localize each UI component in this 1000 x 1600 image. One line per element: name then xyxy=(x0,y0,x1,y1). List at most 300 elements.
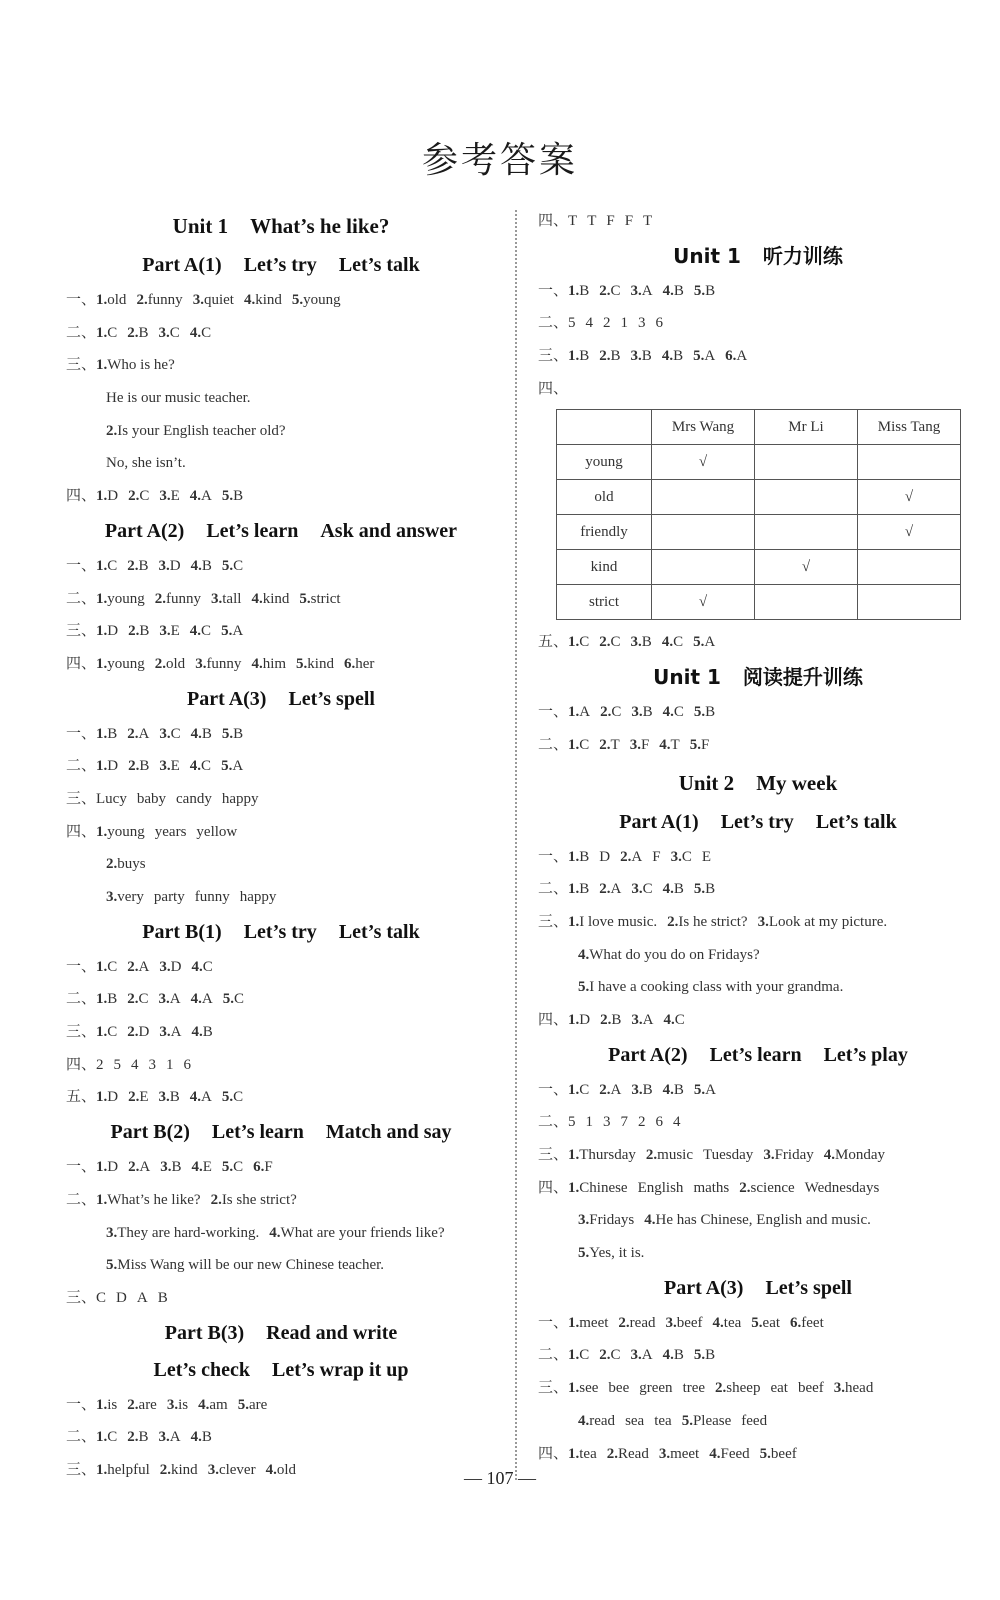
heading-part: Let’s try xyxy=(243,254,317,276)
heading-part: Let’s learn xyxy=(709,1043,802,1066)
answer-text: old xyxy=(107,292,127,308)
answer-text: E xyxy=(139,1089,149,1106)
answer-text: A xyxy=(704,634,716,651)
answer-row xyxy=(538,373,978,406)
item-number: 3. xyxy=(159,725,171,742)
question-number: 二、 xyxy=(66,1191,97,1208)
item-number: 3. xyxy=(158,1429,170,1446)
item-number: 3. xyxy=(166,1396,179,1413)
item-number: 5. xyxy=(689,736,701,753)
answer-row xyxy=(66,1184,496,1217)
item-number: 6. xyxy=(725,348,737,365)
answer-text: 4 xyxy=(131,1056,139,1073)
check-cell xyxy=(858,585,961,620)
answer-text: A xyxy=(641,1347,653,1364)
answer-text: C xyxy=(610,1347,621,1364)
heading-part: 阅读提升训练 xyxy=(742,665,863,690)
answer-text: tea xyxy=(723,1314,742,1331)
answer-row xyxy=(66,1389,496,1422)
item-number: 5. xyxy=(578,979,590,996)
item-number: 4. xyxy=(251,655,263,672)
heading-part: Let’s try xyxy=(720,810,794,833)
item-number: 4. xyxy=(823,1147,835,1163)
answer-text: T xyxy=(568,213,578,229)
answer-text: A xyxy=(139,1159,151,1176)
item-number: 1. xyxy=(568,848,580,865)
item-number: 1. xyxy=(568,1380,580,1397)
answer-text: What do you do on Fridays? xyxy=(589,946,760,963)
check-cell: √ xyxy=(755,550,858,585)
answer-text: F xyxy=(700,736,710,753)
answer-row xyxy=(538,1204,978,1237)
answer-row xyxy=(538,1339,978,1372)
answer-text: beef xyxy=(676,1314,703,1331)
heading-part: Let’s try xyxy=(243,920,317,943)
heading-part: Part A(1) xyxy=(142,254,222,276)
answer-text: read xyxy=(629,1314,656,1331)
item-number: 2. xyxy=(127,725,139,742)
answer-text: A xyxy=(169,1429,181,1446)
answer-text: C xyxy=(673,704,684,721)
item-number: 1. xyxy=(96,1461,108,1478)
answer-row xyxy=(538,906,978,939)
item-number: 2. xyxy=(645,1147,658,1163)
answer-text: him xyxy=(262,655,287,672)
answer-text: are xyxy=(248,1396,268,1413)
question-number: 三、 xyxy=(66,623,97,640)
answer-text: 2 xyxy=(638,1114,646,1131)
answer-text: young xyxy=(107,823,145,840)
answer-text: 6 xyxy=(655,1114,664,1131)
answer-text: B xyxy=(201,557,212,574)
check-cell: √ xyxy=(652,585,755,620)
item-number: 4. xyxy=(190,557,202,574)
answer-text: 5 xyxy=(568,315,576,332)
item-number: 4. xyxy=(243,292,256,308)
trait-label: strict xyxy=(557,585,652,620)
answer-text: Miss Wang will be our new Chinese teacher. xyxy=(117,1257,385,1274)
page-number: — 107 — xyxy=(464,1468,536,1488)
answer-text: C xyxy=(170,725,181,742)
heading-part: Let’s talk xyxy=(338,254,420,276)
answer-row xyxy=(538,939,978,972)
answer-text: F xyxy=(652,848,661,865)
answer-row xyxy=(66,783,496,816)
answer-row xyxy=(66,415,496,448)
answer-text: A xyxy=(136,1289,148,1306)
answer-row xyxy=(66,349,496,382)
answer-text: D xyxy=(599,848,611,865)
answer-text: 3 xyxy=(638,315,646,332)
item-number: 2. xyxy=(106,856,118,873)
question-number: 三、 xyxy=(66,357,97,374)
answer-text: B xyxy=(157,1289,168,1306)
answer-text: Is he strict? xyxy=(678,913,748,930)
item-number: 4. xyxy=(191,1024,203,1041)
answer-row xyxy=(538,1172,978,1205)
item-number: 5. xyxy=(693,634,705,651)
item-number: 2. xyxy=(128,758,140,775)
answer-row xyxy=(66,983,496,1016)
answer-text: tree xyxy=(682,1380,706,1397)
item-number: 2. xyxy=(599,881,611,898)
answer-row xyxy=(538,307,978,340)
answer-text: A xyxy=(641,282,653,299)
answer-text: B xyxy=(139,623,150,640)
answer-text: B xyxy=(201,725,212,742)
answer-text: A xyxy=(169,991,181,1008)
question-number: 一、 xyxy=(538,1081,569,1098)
heading-part: Let’s check xyxy=(153,1358,250,1381)
question-number: 三、 xyxy=(538,348,569,365)
check-cell xyxy=(652,515,755,550)
answer-text: see xyxy=(579,1380,599,1397)
heading-part: Let’s learn xyxy=(211,1121,304,1144)
question-number: 四、 xyxy=(538,213,569,229)
answer-text: C xyxy=(579,634,590,651)
item-number: 4. xyxy=(659,736,671,753)
answer-text: sea xyxy=(625,1412,645,1429)
item-number: 1. xyxy=(96,1396,108,1413)
item-number: 5. xyxy=(221,1159,234,1176)
answer-text: D xyxy=(138,1024,150,1041)
item-number: 2. xyxy=(599,736,611,753)
item-number: 1. xyxy=(96,324,108,341)
answer-text: B xyxy=(610,348,621,365)
item-number: 5. xyxy=(221,623,233,640)
answer-text: happy xyxy=(239,889,277,905)
question-number: 一、 xyxy=(538,1314,569,1331)
item-number: 5. xyxy=(578,1245,590,1262)
question-number: 三、 xyxy=(538,1380,569,1397)
item-number: 3. xyxy=(195,655,207,672)
answer-text: maths xyxy=(693,1179,730,1196)
question-number: 二、 xyxy=(538,315,569,332)
answer-text: E xyxy=(170,758,180,775)
answer-text: 2 xyxy=(603,315,611,332)
item-number: 6. xyxy=(253,1159,265,1176)
answer-text: music xyxy=(657,1147,694,1163)
trait-label: old xyxy=(557,480,652,515)
answer-text: Please xyxy=(692,1412,732,1429)
answer-text: B xyxy=(169,1089,180,1106)
answer-row xyxy=(66,1081,496,1114)
answer-text: 5 xyxy=(568,1114,576,1131)
answer-text: eat xyxy=(762,1314,781,1331)
answer-row xyxy=(66,648,496,681)
item-number: 5. xyxy=(693,704,706,721)
table-header-cell: Miss Tang xyxy=(858,410,961,445)
answer-text: head xyxy=(845,1380,874,1397)
heading-part: Part A(3) xyxy=(187,687,267,710)
item-number: 3. xyxy=(631,881,643,898)
item-number: 5. xyxy=(693,282,706,299)
item-number: 4. xyxy=(251,590,263,607)
item-number: 5. xyxy=(693,348,705,365)
item-number: 1. xyxy=(96,655,108,672)
answer-text: E xyxy=(202,1159,212,1176)
item-number: 5. xyxy=(681,1412,693,1429)
check-cell: √ xyxy=(858,515,961,550)
item-number: 5. xyxy=(106,1257,118,1274)
answer-text: They are hard-working. xyxy=(117,1224,260,1241)
section-heading xyxy=(66,1352,496,1389)
answer-text: B xyxy=(705,1347,716,1364)
answer-row xyxy=(538,340,978,373)
item-number: 3. xyxy=(106,889,118,905)
answer-text: Chinese xyxy=(579,1179,628,1196)
item-number: 4. xyxy=(709,1445,721,1462)
item-number: 2. xyxy=(618,1314,630,1331)
answer-text: C xyxy=(610,282,621,299)
answer-text: B xyxy=(641,634,652,651)
answer-text: party xyxy=(153,889,185,905)
answer-text: C xyxy=(107,1429,118,1446)
answer-text: tea xyxy=(579,1445,597,1462)
item-number: 2. xyxy=(600,1011,612,1028)
item-number: 1. xyxy=(96,557,108,574)
section-heading xyxy=(538,238,978,275)
item-number: 6. xyxy=(343,655,356,672)
trait-label: young xyxy=(557,445,652,480)
section-heading xyxy=(538,804,978,841)
answer-row xyxy=(538,1106,978,1139)
item-number: 5. xyxy=(221,725,234,742)
item-number: 1. xyxy=(96,1191,108,1208)
answer-text: B xyxy=(579,282,590,299)
check-cell xyxy=(755,585,858,620)
question-number: 三、 xyxy=(66,1024,97,1041)
check-cell xyxy=(755,445,858,480)
question-number: 一、 xyxy=(66,1396,97,1413)
item-number: 4. xyxy=(661,634,674,651)
item-number: 4. xyxy=(191,1159,203,1176)
item-number: 1. xyxy=(96,725,108,742)
answer-text: 6 xyxy=(183,1056,192,1073)
answer-text: B xyxy=(579,348,590,365)
section-heading xyxy=(538,762,978,804)
answer-row xyxy=(66,1282,496,1315)
answer-row xyxy=(66,583,496,616)
answer-text: D xyxy=(579,1011,591,1028)
item-number: 2. xyxy=(154,590,167,607)
answer-text: B xyxy=(201,1429,212,1446)
answer-row xyxy=(66,1217,496,1250)
answer-text: am xyxy=(209,1396,228,1413)
answer-row xyxy=(66,951,496,984)
heading-part: Part A(2) xyxy=(608,1043,688,1066)
answer-text: D xyxy=(107,1159,119,1176)
item-number: 1. xyxy=(568,634,580,651)
item-number: 1. xyxy=(568,913,580,930)
item-number: 1. xyxy=(568,348,580,365)
question-number: 二、 xyxy=(66,1429,97,1446)
answer-text: buys xyxy=(117,856,146,873)
item-number: 5. xyxy=(221,488,234,505)
item-number: 4. xyxy=(644,1212,656,1229)
answer-text: D xyxy=(170,958,182,975)
answer-row xyxy=(66,816,496,849)
answer-text: Wednesdays xyxy=(804,1179,880,1196)
answer-text: B xyxy=(611,1011,622,1028)
item-number: 3. xyxy=(192,292,204,308)
check-cell xyxy=(858,550,961,585)
item-number: 2. xyxy=(128,488,140,505)
answer-text: old xyxy=(276,1461,296,1478)
answer-text: C xyxy=(139,488,150,505)
trait-label: friendly xyxy=(557,515,652,550)
heading-part: Let’s learn xyxy=(206,519,299,542)
answer-text: T xyxy=(670,736,680,753)
section-heading xyxy=(66,205,496,247)
answer-text: I have a cooking class with your grandma. xyxy=(589,979,844,996)
answer-text: strict xyxy=(310,590,341,607)
item-number: 1. xyxy=(96,823,108,840)
answer-row xyxy=(538,1074,978,1107)
question-number: 三、 xyxy=(538,913,569,930)
answer-text: 3 xyxy=(603,1114,611,1131)
answer-text: T xyxy=(643,213,653,229)
answer-text: C xyxy=(673,634,684,651)
question-number: 一、 xyxy=(538,282,569,299)
question-number: 二、 xyxy=(538,1347,569,1364)
answer-row xyxy=(66,881,496,914)
section-heading xyxy=(66,1114,496,1151)
answer-text: B xyxy=(641,348,652,365)
answer-text: sheep xyxy=(726,1380,761,1397)
answer-text: C xyxy=(579,1347,590,1364)
question-number: 一、 xyxy=(538,704,569,721)
question-number: 三、 xyxy=(66,1289,97,1306)
answer-row xyxy=(66,1421,496,1454)
item-number: 1. xyxy=(96,758,108,775)
answer-row xyxy=(538,1372,978,1405)
answer-text: is xyxy=(107,1396,118,1413)
heading-part: Unit 1 xyxy=(653,665,721,690)
answer-text: C xyxy=(202,958,213,975)
answer-text: T xyxy=(587,213,597,229)
answer-text: B xyxy=(579,848,590,865)
check-cell xyxy=(652,550,755,585)
answer-text: funny xyxy=(166,590,202,607)
item-number: 5. xyxy=(221,1089,234,1106)
answer-text: B xyxy=(642,1081,653,1098)
item-number: 2. xyxy=(599,1081,611,1098)
item-number: 1. xyxy=(96,590,108,607)
item-number: 2. xyxy=(127,958,139,975)
answer-text: What’s he like? xyxy=(107,1191,201,1208)
answer-row xyxy=(538,275,978,308)
heading-part: Part B(3) xyxy=(164,1321,245,1344)
item-number: 1. xyxy=(568,1314,580,1331)
heading-part: Unit 1 xyxy=(673,243,741,268)
answer-column-left xyxy=(66,205,496,1487)
answer-text: E xyxy=(170,623,180,640)
answer-text: He is our music teacher. xyxy=(106,390,251,407)
heading-part: Let’s play xyxy=(823,1043,908,1066)
answer-text: I love music. xyxy=(579,913,658,930)
answer-text: He has Chinese, English and music. xyxy=(655,1212,871,1229)
answer-text: B xyxy=(138,1429,149,1446)
item-number: 5. xyxy=(296,655,308,672)
answer-text: meet xyxy=(670,1445,700,1462)
answer-text: kind xyxy=(262,590,290,607)
answer-text: D xyxy=(107,758,119,775)
answer-text: green xyxy=(639,1380,673,1397)
item-number: 2. xyxy=(127,557,139,574)
item-number: 1. xyxy=(568,881,580,898)
question-number: 三、 xyxy=(66,1461,97,1478)
answer-text: young xyxy=(303,292,341,308)
item-number: 5. xyxy=(221,557,234,574)
item-number: 3. xyxy=(630,348,642,365)
answer-text: C xyxy=(107,557,118,574)
check-cell xyxy=(755,515,858,550)
check-cell xyxy=(755,480,858,515)
item-number: 2. xyxy=(599,1347,611,1364)
answer-text: B xyxy=(139,758,150,775)
table-row xyxy=(557,585,961,620)
answer-row xyxy=(538,1004,978,1037)
item-number: 2. xyxy=(128,623,140,640)
answer-text: C xyxy=(579,736,590,753)
answer-text: Yes, it is. xyxy=(589,1245,645,1262)
item-number: 2. xyxy=(154,655,167,672)
answer-text: 1 xyxy=(166,1056,174,1073)
answer-text: beef xyxy=(797,1380,824,1397)
item-number: 4. xyxy=(190,725,202,742)
heading-part: 听力训练 xyxy=(762,243,843,268)
item-number: 1. xyxy=(568,1179,580,1196)
item-number: 1. xyxy=(96,1089,108,1106)
answer-text: C xyxy=(681,848,692,865)
check-cell: √ xyxy=(652,445,755,480)
heading-part: My week xyxy=(756,770,838,795)
item-number: 4. xyxy=(578,946,590,963)
table-row xyxy=(557,445,961,480)
item-number: 3. xyxy=(207,1461,219,1478)
column-divider xyxy=(515,210,517,1480)
answer-row xyxy=(66,284,496,317)
item-number: 3. xyxy=(630,282,642,299)
item-number: 5. xyxy=(299,590,311,607)
answer-text: B xyxy=(642,704,653,721)
item-number: 3. xyxy=(159,488,171,505)
question-number: 二、 xyxy=(66,991,97,1008)
item-number: 1. xyxy=(96,623,108,640)
answer-text: B xyxy=(579,881,590,898)
answer-text: T xyxy=(610,736,620,753)
answer-text: A xyxy=(579,704,591,721)
item-number: 1. xyxy=(568,1147,580,1163)
answer-text: D xyxy=(107,488,119,505)
answer-text: B xyxy=(673,348,684,365)
answer-text: B xyxy=(673,1347,684,1364)
answer-text: tea xyxy=(654,1412,672,1429)
question-number: 四、 xyxy=(66,488,97,505)
item-number: 1. xyxy=(96,1024,108,1041)
table-header-cell: Mr Li xyxy=(755,410,858,445)
answer-text: kind xyxy=(171,1461,198,1478)
answer-row xyxy=(66,1249,496,1282)
item-number: 4. xyxy=(578,1412,590,1429)
item-number: 1. xyxy=(96,958,108,975)
item-number: 3. xyxy=(757,913,769,930)
item-number: 1. xyxy=(568,1347,580,1364)
answer-row xyxy=(66,317,496,350)
item-number: 3. xyxy=(833,1380,845,1397)
answer-text: A xyxy=(232,623,244,640)
